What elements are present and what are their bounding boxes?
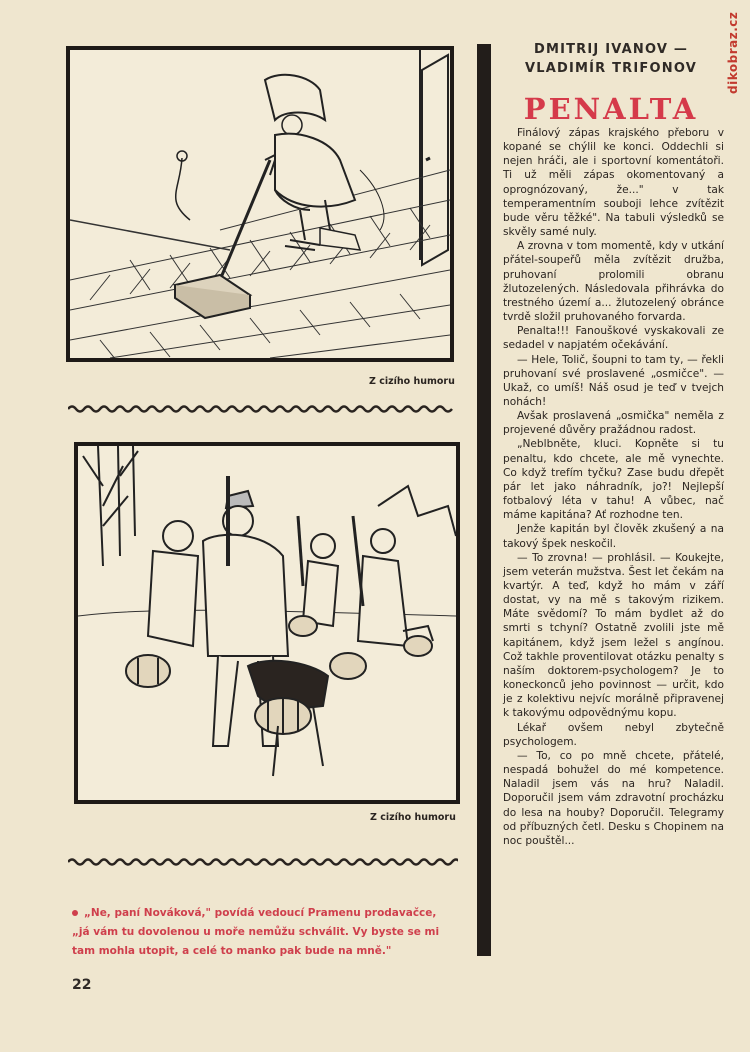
story-paragraph: A zrovna v tom momentě, kdy v utkání přátel-soupeřů měla zvítězit družba, pruhovaní prolomili obranu žlutozelených. Následovala přihrávka do trestného území a... žlutozelený obránce tvrdě složil pruhovaného forvarda. — [503, 240, 724, 324]
authors-line: VLADIMÍR TRIFONOV — [524, 61, 698, 76]
story-authors — [500, 40, 722, 78]
story-paragraph: Jenže kapitán byl člověk zkušený a na takový špek neskočil. — [503, 523, 724, 550]
authors-line: DMITRIJ IVANOV — — [533, 42, 689, 57]
cartoon-hunters — [74, 442, 460, 804]
story-paragraph: Avšak proslavená „osmička" neměla z projevené důvěry pražádnou radost. — [503, 410, 724, 437]
story-paragraph: Lékař ovšem nebyl zbytečně psychologem. — [503, 721, 724, 748]
cartoon-caption: Z cizího humoru — [369, 376, 455, 387]
joke-line: tam mohla utopit, a celé to manko pak bude na mně." — [72, 945, 392, 957]
story-paragraph: „Neblbněte, kluci. Kopněte si tu penaltu, kdo chcete, ale mě vynechte. Co když trefím tyčku? Zase budu dřepět pár let jako náhradník, jo?! Nejlepší fotbalový léta v tahu! A vůbec, nač máme kapitána? Ať rozhodne ten. — [503, 438, 724, 522]
joke-text — [72, 904, 472, 961]
story-paragraph: — To, co po mně chcete, přátelé, nespadá bohužel do mé kompetence. Naladil jsem vás na hru? Naladil. Doporučil jsem vám zdravotní procházku do lesa na houby? Doporučil. Telegramy od příbuzných četl. Desku s Chopinem na noc pouštěl... — [503, 749, 724, 847]
page-number: 22 — [72, 977, 92, 993]
cartoon-caption: Z cizího humoru — [370, 812, 456, 823]
column-divider-bar — [477, 44, 491, 956]
story-paragraph: — To zrovna! — prohlásil. — Koukejte, jsem veterán mužstva. Šest let čekám na kvartýr. A teď, když ho mám v září dostat, vy na mě s takovým rizikem. Máte svědomí? To mám bydlet až do smrti s tchyní? Ostatně zvolili jste mě kapitánem, když jsem ležel s angínou. Což takhle proventilovat otázku penalty s naším doktorem-psychologem? Je to koneckonců jeho povinnost — určit, kdo je z kolektivu nejvíc morálně připravenej k takovýmu odpovědnýmu kopu. — [503, 551, 724, 720]
story-title: PENALTA — [523, 92, 699, 126]
joke-line: „Ne, paní Nováková," povídá vedoucí Pramenu prodavačce, — [84, 907, 437, 919]
story-body — [503, 126, 724, 848]
hunters-illustration — [78, 446, 456, 800]
wavy-divider — [68, 404, 456, 414]
story-paragraph: Penalta!!! Fanouškové vyskakovali ze sedadel v napjatém očekávání. — [503, 325, 724, 352]
story-paragraph: — Hele, Tolič, šoupni to tam ty, — řekli pruhovaní své proslavené „osmičce". — Ukaž, co umíš! Náš osud je teď v tvejch nohách! — [503, 353, 724, 408]
cartoon-floor-polisher — [66, 46, 454, 362]
floor-polisher-illustration — [70, 50, 450, 358]
story-paragraph: Finálový zápas krajského přeboru v kopané se chýlil ke konci. Oddechli si nejen hráči, ale i sportovní komentátoři. Ti už měli zápas okomentovaný a oprognózovaný, že..." v tak temperamentním souboji lehce zvítězit bude věru těžké". Na tabuli výsledků se skvěly samé nuly. — [503, 127, 724, 239]
joke-line: „já vám tu dovolenou u moře nemůžu schválit. Vy byste se mi — [72, 926, 440, 938]
site-watermark: dikobraz.cz — [726, 11, 740, 95]
wavy-divider — [68, 857, 458, 867]
bullet-icon — [72, 910, 78, 916]
